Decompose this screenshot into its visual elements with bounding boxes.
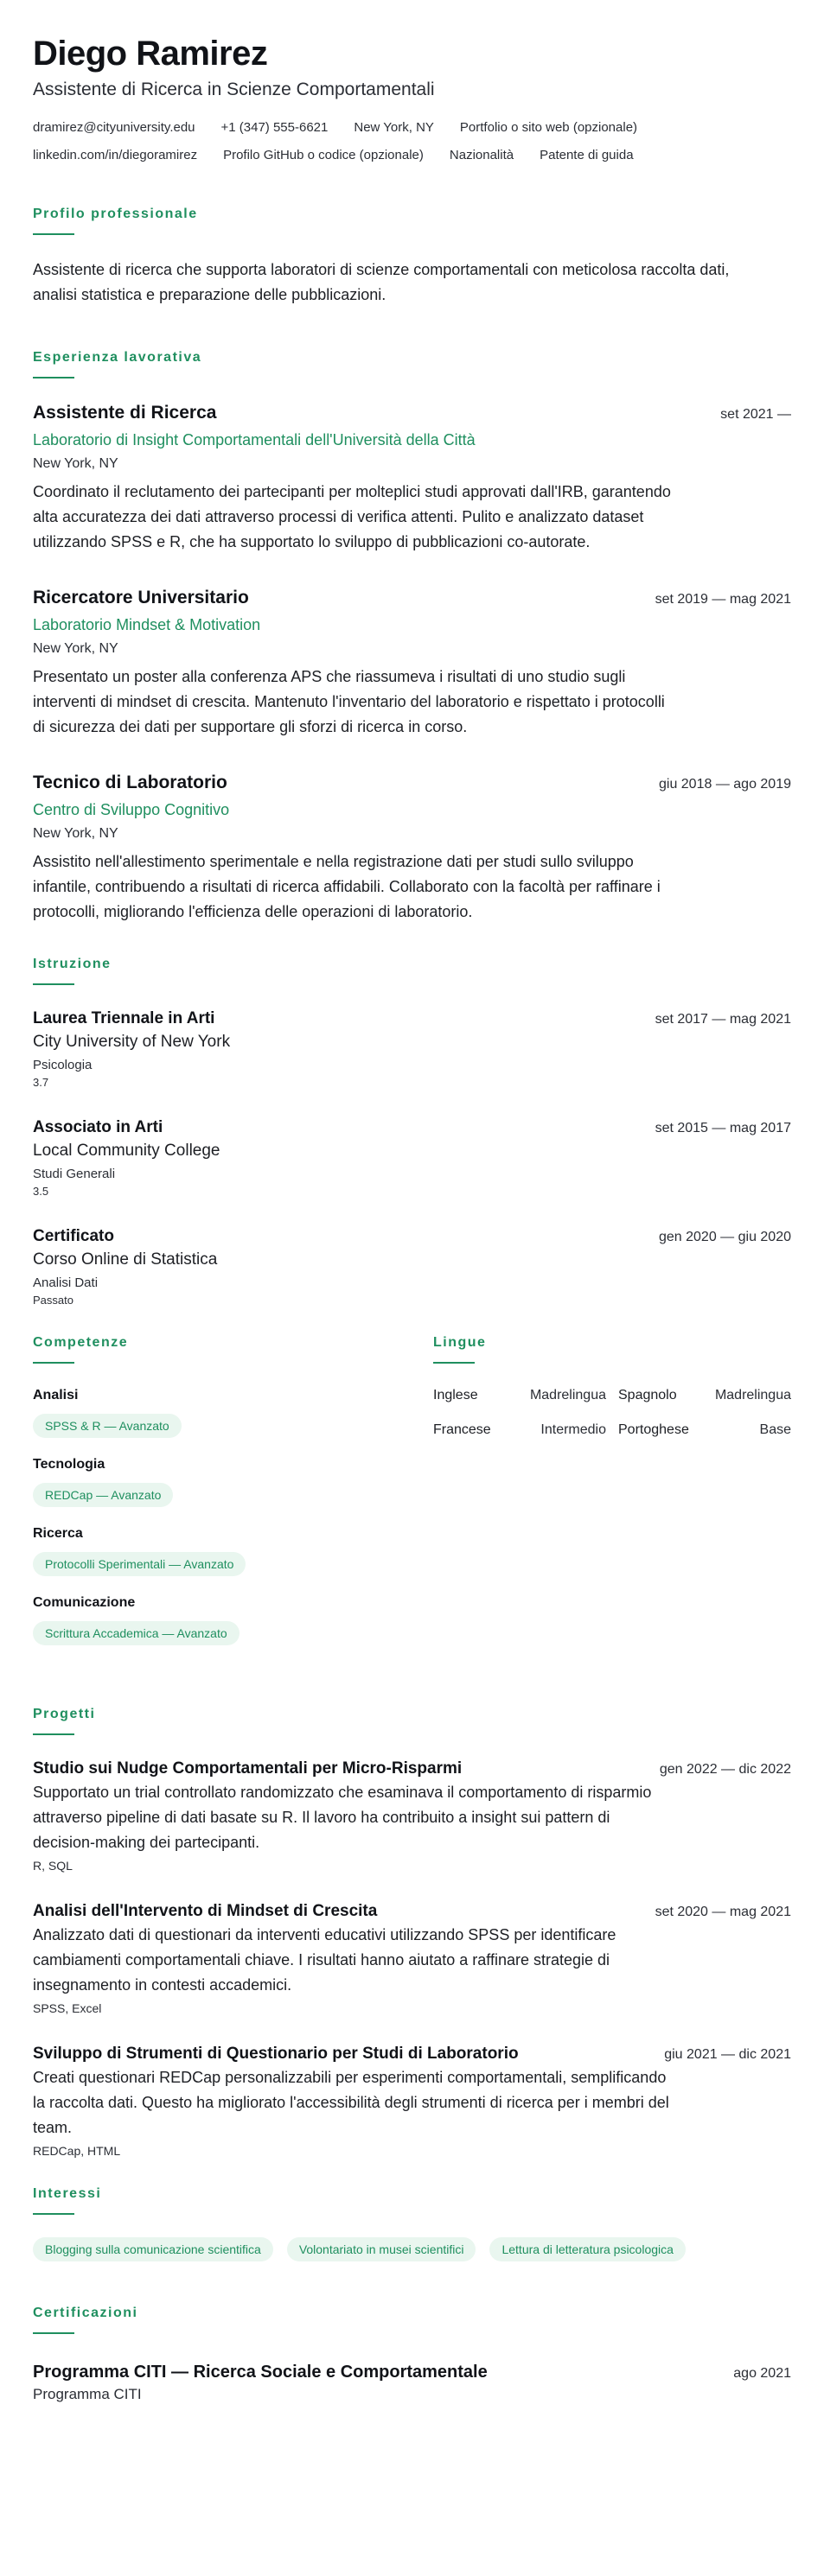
degree-title: Certificato — [33, 1227, 114, 1245]
job-date: set 2021 — — [720, 407, 791, 422]
project-item — [33, 1758, 791, 1874]
certification-item — [33, 2360, 791, 2405]
job-description: Presentato un poster alla conferenza APS che riassumeva i risultati di uno studio sugli interventi di mindset di crescita. Mantenuto l'inventario del laboratorio e rispettato i protocolli di sicurezza dei dati per supportare gli sforzi di ricerca in corso. — [33, 668, 665, 735]
school-name: Local Community College — [33, 1142, 220, 1160]
section-divider — [33, 377, 74, 378]
section-divider — [433, 1362, 475, 1364]
summary-text: Assistente di ricerca che supporta laboratori di scienze comportamentali con meticolosa raccolta dati, analisi statistica e preparazione delle pubblicazioni. — [33, 261, 730, 303]
contact-portfolio[interactable]: Portfolio o sito web (opzionale) — [459, 120, 638, 135]
project-technologies: R, SQL — [33, 1859, 73, 1873]
school-name: Corso Online di Statistica — [33, 1250, 218, 1269]
skill-category: Ricerca — [33, 1526, 83, 1541]
certification-title: Programma CITI — Ricerca Sociale e Comportamentale — [33, 2363, 488, 2382]
project-date: set 2020 — mag 2021 — [655, 1905, 791, 1919]
grade: 3.5 — [33, 1185, 49, 1198]
language-item — [433, 1421, 606, 1440]
contact-driving-license: Patente di guida — [540, 148, 634, 162]
section-title: Certificazioni — [33, 2306, 138, 2320]
skill-group — [33, 1455, 433, 1507]
section-title: Esperienza lavorativa — [33, 350, 202, 365]
interests-section — [33, 2185, 791, 2261]
section-divider — [33, 2332, 74, 2334]
section-divider — [33, 1362, 74, 1364]
skill-group — [33, 1386, 433, 1438]
interest-chip: Lettura di letteratura psicologica — [489, 2237, 685, 2261]
languages-section — [433, 1334, 791, 1663]
education-section — [33, 956, 791, 1308]
section-title: Profilo professionale — [33, 207, 198, 221]
section-divider — [33, 983, 74, 985]
project-title: Sviluppo di Strumenti di Questionario per Studi di Laboratorio — [33, 2045, 519, 2063]
degree-title: Laurea Triennale in Arti — [33, 1009, 215, 1027]
job-organization: Laboratorio Mindset & Motivation — [33, 616, 261, 633]
education-date: set 2015 — mag 2017 — [655, 1121, 791, 1135]
job-location: New York, NY — [33, 641, 118, 656]
language-level: Madrelingua — [714, 1388, 791, 1402]
language-name: Inglese — [433, 1388, 478, 1402]
language-level: Madrelingua — [529, 1388, 606, 1402]
project-item — [33, 1900, 791, 2017]
section-divider — [33, 2213, 74, 2215]
project-title: Analisi dell'Intervento di Mindset di Crescita — [33, 1902, 378, 1920]
section-divider — [33, 233, 74, 235]
job-description: Assistito nell'allestimento sperimentale e nella registrazione dati per studi sullo sviluppo infantile, contribuendo a risultati di ricerca affidabili. Collaborato con la facoltà per raffinare i protocolli, migliorando l'efficienza delle operazioni di laboratorio. — [33, 853, 661, 920]
job-organization: Centro di Sviluppo Cognitivo — [33, 801, 230, 818]
language-level: Intermedio — [540, 1422, 606, 1437]
experience-item — [33, 771, 791, 925]
language-item — [618, 1421, 791, 1440]
job-title: Ricercatore Universitario — [33, 588, 249, 607]
project-item — [33, 2043, 791, 2159]
education-item — [33, 1225, 791, 1308]
skill-category: Comunicazione — [33, 1595, 136, 1610]
education-date: gen 2020 — giu 2020 — [658, 1230, 791, 1244]
candidate-subtitle: Assistente di Ricerca in Scienze Comportamentali — [33, 80, 435, 99]
contact-location: New York, NY — [354, 120, 434, 135]
candidate-name: Diego Ramirez — [33, 35, 268, 73]
contact-github[interactable]: Profilo GitHub o codice (opzionale) — [223, 148, 424, 162]
grade: 3.7 — [33, 1076, 49, 1089]
section-title: Interessi — [33, 2186, 102, 2201]
resume-header — [33, 33, 791, 164]
project-date: gen 2022 — dic 2022 — [659, 1762, 791, 1777]
field-of-study: Analisi Dati — [33, 1275, 99, 1290]
certification-date: ago 2021 — [733, 2366, 791, 2381]
language-name: Spagnolo — [618, 1388, 677, 1402]
skill-chip: Scrittura Accademica — Avanzato — [33, 1621, 240, 1645]
certifications-section — [33, 2305, 791, 2405]
summary-section — [33, 206, 791, 308]
experience-item — [33, 401, 791, 555]
skills-languages-row — [33, 1334, 791, 1663]
skill-category: Analisi — [33, 1388, 79, 1402]
language-item — [618, 1386, 791, 1405]
field-of-study: Studi Generali — [33, 1167, 116, 1181]
language-name: Portoghese — [618, 1422, 689, 1437]
language-level: Base — [759, 1422, 791, 1437]
job-description: Coordinato il reclutamento dei partecipanti per molteplici studi approvati dall'IRB, garantendo alta accuratezza dei dati attraverso processi di verifica attenti. Pulito e analizzato dataset utilizzando SPSS e R, che ha supportato lo sviluppo di pubblicazioni co-autorate. — [33, 483, 671, 550]
project-description: Creati questionari REDCap personalizzabili per esperimenti comportamentali, semplificando la raccolta dati. Questo ha migliorato l'accessibilità degli strumenti di ricerca per i membri del team. — [33, 2069, 669, 2136]
education-item — [33, 1116, 791, 1199]
project-technologies: SPSS, Excel — [33, 2001, 102, 2015]
skills-section — [33, 1334, 433, 1663]
projects-section — [33, 1706, 791, 2159]
skill-chip: Protocolli Sperimentali — Avanzato — [33, 1552, 246, 1576]
section-title: Progetti — [33, 1707, 96, 1721]
contact-phone[interactable]: +1 (347) 555-6621 — [220, 120, 329, 135]
grade: Passato — [33, 1294, 73, 1307]
section-title: Lingue — [433, 1335, 487, 1350]
skill-group — [33, 1524, 433, 1576]
education-date: set 2017 — mag 2021 — [655, 1012, 791, 1027]
language-item — [433, 1386, 606, 1405]
project-title: Studio sui Nudge Comportamentali per Micro-Risparmi — [33, 1759, 463, 1778]
education-item — [33, 1008, 791, 1091]
project-description: Analizzato dati di questionari da interventi educativi utilizzando SPSS per identificare cambiamenti comportamentali chiave. I risultati hanno aiutato a raffinare strategie di insegnamento in contesti accademici. — [33, 1926, 616, 1994]
experience-section — [33, 349, 791, 925]
job-location: New York, NY — [33, 826, 118, 841]
interest-chip: Volontariato in musei scientifici — [287, 2237, 476, 2261]
section-title: Istruzione — [33, 957, 112, 971]
contact-email[interactable]: dramirez@cityuniversity.edu — [33, 120, 195, 135]
field-of-study: Psicologia — [33, 1058, 93, 1072]
job-date: set 2019 — mag 2021 — [655, 592, 791, 607]
skill-chip: REDCap — Avanzato — [33, 1483, 173, 1507]
contact-list — [33, 119, 791, 164]
job-date: giu 2018 — ago 2019 — [658, 777, 791, 792]
language-list — [433, 1386, 791, 1440]
certification-issuer: Programma CITI — [33, 2386, 142, 2402]
experience-item — [33, 586, 791, 740]
section-divider — [33, 1733, 74, 1735]
contact-nationality: Nazionalità — [449, 148, 514, 162]
contact-linkedin[interactable]: linkedin.com/in/diegoramirez — [33, 148, 198, 162]
degree-title: Associato in Arti — [33, 1118, 163, 1136]
interest-list — [33, 2237, 791, 2261]
job-title: Assistente di Ricerca — [33, 403, 217, 423]
language-name: Francese — [433, 1422, 491, 1437]
project-description: Supportato un trial controllato randomizzato che esaminava il comportamento di risparmio attraverso pipeline di dati basate su R. Il lavoro ha contribuito a insight sui pattern di decision-making dei partecipanti. — [33, 1784, 652, 1851]
skill-chip: SPSS & R — Avanzato — [33, 1414, 182, 1438]
project-date: giu 2021 — dic 2021 — [664, 2047, 791, 2062]
interest-chip: Blogging sulla comunicazione scientifica — [33, 2237, 273, 2261]
skill-group — [33, 1593, 433, 1645]
section-title: Competenze — [33, 1335, 129, 1350]
skill-category: Tecnologia — [33, 1457, 105, 1472]
job-title: Tecnico di Laboratorio — [33, 773, 227, 792]
job-organization: Laboratorio di Insight Comportamentali dell'Università della Città — [33, 431, 476, 448]
job-location: New York, NY — [33, 456, 118, 471]
school-name: City University of New York — [33, 1033, 231, 1051]
project-technologies: REDCap, HTML — [33, 2144, 121, 2158]
